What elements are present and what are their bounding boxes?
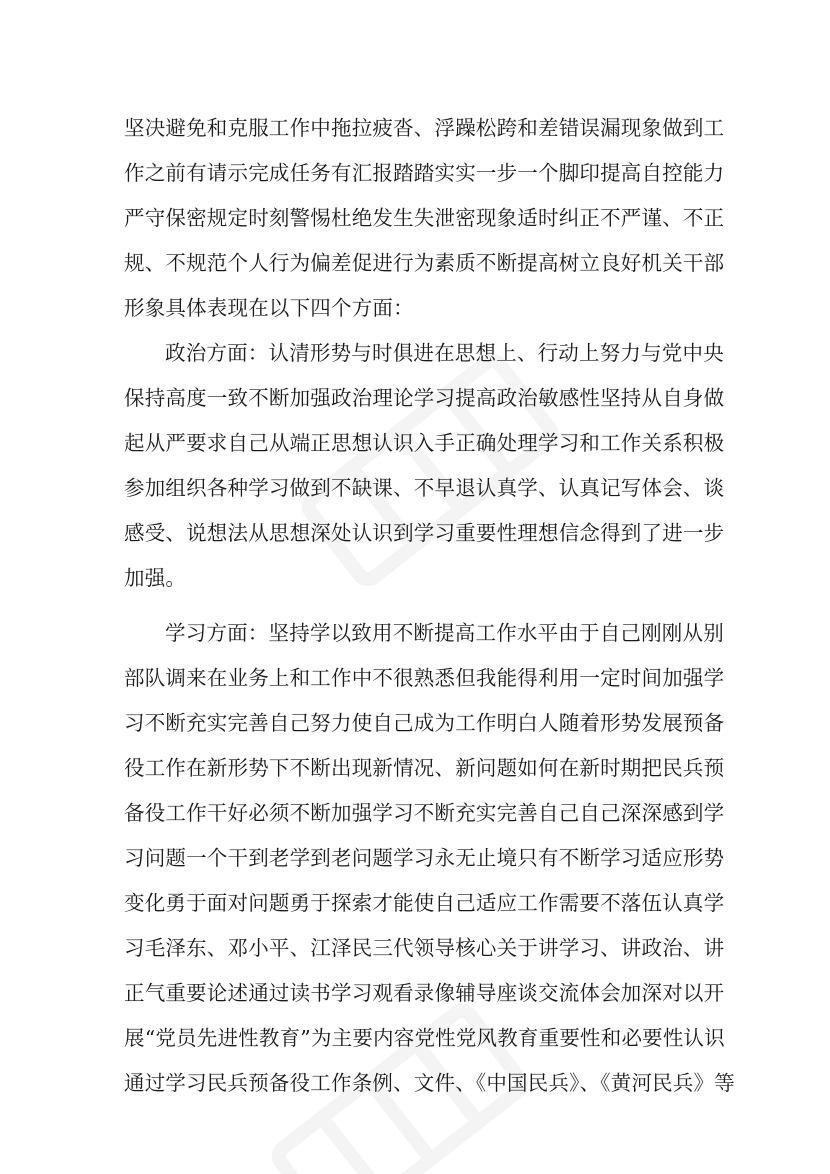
text-line: 感受、说想法从思想深处认识到学习重要性理想信念得到了进一步 xyxy=(124,521,725,545)
document-body xyxy=(124,106,735,1106)
paragraph-2 xyxy=(124,331,725,601)
text-line: 正气重要论述通过读书学习观看录像辅导座谈交流体会加深对以开 xyxy=(124,981,725,1005)
text-line: 展“党员先进性教育”为主要内容党性党风教育重要性和必要性认识 xyxy=(124,1026,725,1050)
text-line: 政治方面：认清形势与时俱进在思想上、行动上努力与党中央 xyxy=(165,341,724,365)
text-line: 备役工作干好必须不断加强学习不断充实完善自己自己深深感到学 xyxy=(124,801,725,825)
text-line: 严守保密规定时刻警惕杜绝发生失泄密现象适时纠正不严谨、不正 xyxy=(124,206,725,230)
text-line: 保持高度一致不断加强政治理论学习提高政治敏感性坚持从自身做 xyxy=(124,386,725,410)
text-line: 坚决避免和克服工作中拖拉疲沓、浮躁松跨和差错误漏现象做到工 xyxy=(124,116,725,140)
text-line: 作之前有请示完成任务有汇报踏踏实实一步一个脚印提高自控能力 xyxy=(124,161,725,185)
text-line: 习毛泽东、邓小平、江泽民三代领导核心关于讲学习、讲政治、讲 xyxy=(124,936,725,960)
text-line: 形象具体表现在以下四个方面： xyxy=(124,296,414,320)
text-line: 学习方面：坚持学以致用不断提高工作水平由于自己刚刚从别 xyxy=(165,621,724,645)
text-line: 习不断充实完善自己努力使自己成为工作明白人随着形势发展预备 xyxy=(124,711,725,735)
paragraph-1 xyxy=(124,106,725,331)
text-line: 起从严要求自己从端正思想认识入手正确处理学习和工作关系积极 xyxy=(124,431,725,455)
text-line: 役工作在新形势下不断出现新情况、新问题如何在新时期把民兵预 xyxy=(124,756,725,780)
text-line: 参加组织各种学习做到不缺课、不早退认真学、认真记写体会、谈 xyxy=(124,476,725,500)
text-line: 部队调来在业务上和工作中不很熟悉但我能得利用一定时间加强学 xyxy=(124,666,725,690)
text-line: 规、不规范个人行为偏差促进行为素质不断提高树立良好机关干部 xyxy=(124,251,725,275)
text-line: 变化勇于面对问题勇于探索才能使自己适应工作需要不落伍认真学 xyxy=(124,891,725,915)
text-line: 加强。 xyxy=(124,566,187,590)
paragraph-3 xyxy=(124,611,735,1106)
text-line: 通过学习民兵预备役工作条例、文件、《中国民兵》、《黄河民兵》等 xyxy=(124,1071,735,1095)
text-line: 习问题一个干到老学到老问题学习永无止境只有不断学习适应形势 xyxy=(124,846,725,870)
